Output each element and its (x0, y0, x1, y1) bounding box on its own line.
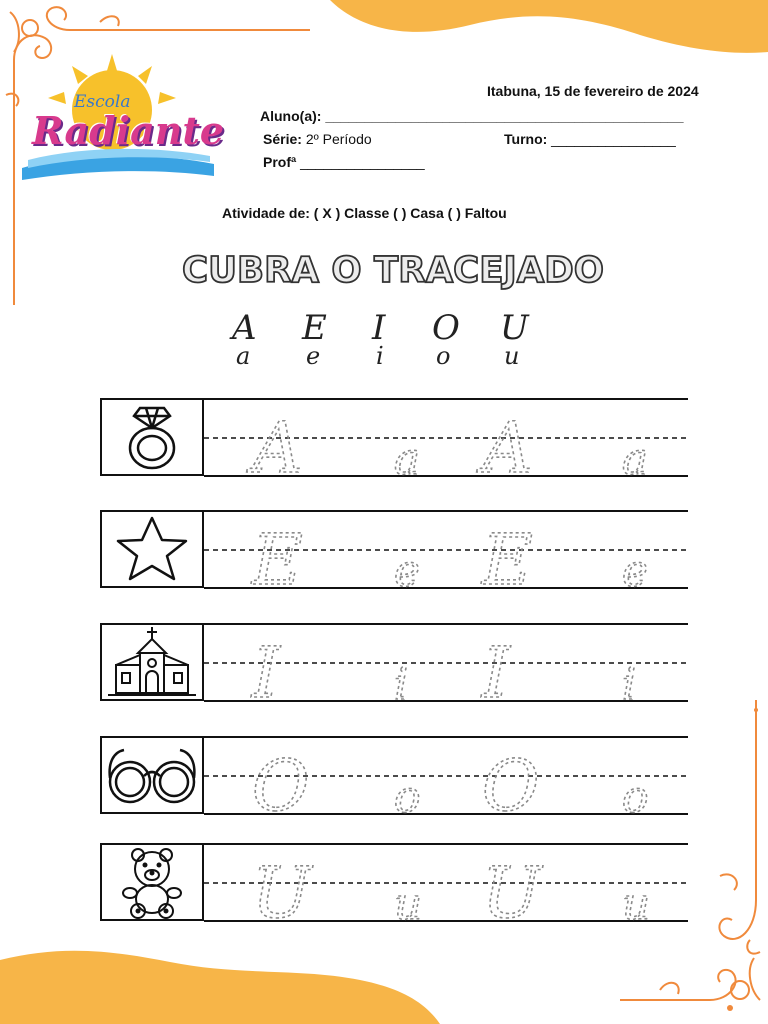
traced-letter-lower[interactable]: a (394, 434, 421, 478)
vowel-reference (232, 308, 552, 378)
grade-value: 2º Período (305, 131, 372, 147)
teacher-label: Profª (263, 154, 297, 170)
traced-letter-upper[interactable]: I (482, 632, 510, 703)
traced-letter-upper[interactable]: I (252, 632, 280, 703)
tracing-lines[interactable] (204, 398, 688, 478)
teacher-line (263, 154, 425, 170)
vowel-ref-upper-a: A (232, 308, 257, 348)
ring-icon (100, 398, 204, 476)
bottom-wave-decoration (0, 940, 440, 1024)
teddy-bear-icon (100, 843, 204, 921)
traced-letter-lower[interactable]: i (622, 659, 637, 703)
traced-letter-upper[interactable]: U (252, 852, 311, 923)
student-line (260, 108, 684, 124)
school-logo (14, 48, 224, 188)
shift-field[interactable]: ________________ (551, 131, 676, 147)
traced-letter-lower[interactable]: e (394, 546, 421, 590)
activity-line (222, 205, 507, 221)
shift-label: Turno: (504, 131, 548, 147)
practice-row-o (100, 736, 688, 816)
practice-row-a (100, 398, 688, 478)
top-wave-decoration (320, 0, 768, 70)
traced-letter-upper[interactable]: U (482, 852, 541, 923)
traced-letter-upper[interactable]: O (482, 745, 540, 816)
tracing-lines[interactable] (204, 510, 688, 590)
vowel-ref-upper-e: E (302, 308, 327, 348)
worksheet-title-text: CUBRA O TRACEJADO (182, 250, 604, 291)
grade-line (263, 131, 372, 147)
traced-letter-upper[interactable]: E (252, 519, 304, 590)
traced-letter-upper[interactable]: E (482, 519, 534, 590)
practice-row-e (100, 510, 688, 590)
star-icon (100, 510, 204, 588)
traced-letter-upper[interactable]: O (252, 745, 310, 816)
shift-line (504, 131, 676, 147)
option-casa[interactable]: ( ) Casa (393, 205, 444, 221)
vowel-ref-lower-u: u (504, 342, 520, 370)
logo-small-text: Escola (74, 92, 131, 112)
traced-letter-lower[interactable]: o (622, 772, 649, 816)
vowel-ref-lower-a: a (236, 342, 251, 370)
traced-letter-lower[interactable]: u (394, 879, 423, 923)
teacher-field[interactable]: ________________ (300, 154, 425, 170)
traced-letter-lower[interactable]: e (622, 546, 649, 590)
traced-letter-lower[interactable]: i (394, 659, 409, 703)
vowel-ref-upper-u: U (500, 308, 529, 348)
practice-row-u (100, 843, 688, 923)
practice-row-i (100, 623, 688, 703)
traced-letter-upper[interactable]: A (482, 407, 533, 478)
vowel-ref-upper-o: O (432, 308, 460, 348)
traced-letter-lower[interactable]: o (394, 772, 421, 816)
grade-label: Série: (263, 131, 302, 147)
tracing-lines[interactable] (204, 623, 688, 703)
vowel-ref-upper-i: I (372, 308, 386, 348)
traced-letter-lower[interactable]: a (622, 434, 649, 478)
vowel-ref-lower-i: i (376, 342, 384, 370)
option-classe[interactable]: ( X ) Classe (313, 205, 390, 221)
logo-big-text: Radiante (32, 108, 225, 153)
worksheet-title (178, 236, 608, 292)
traced-letter-lower[interactable]: u (622, 879, 651, 923)
church-icon (100, 623, 204, 701)
tracing-lines[interactable] (204, 843, 688, 923)
glasses-icon (100, 736, 204, 814)
student-name-field[interactable]: ______________________________________________ (325, 108, 684, 124)
vowel-ref-lower-e: e (306, 342, 321, 370)
option-faltou[interactable]: ( ) Faltou (447, 205, 507, 221)
date-line: Itabuna, 15 de fevereiro de 2024 (487, 83, 699, 99)
traced-letter-upper[interactable]: A (252, 407, 303, 478)
vowel-ref-lower-o: o (436, 342, 451, 370)
student-label: Aluno(a): (260, 108, 322, 124)
activity-label: Atividade de: (222, 205, 310, 221)
tracing-lines[interactable] (204, 736, 688, 816)
